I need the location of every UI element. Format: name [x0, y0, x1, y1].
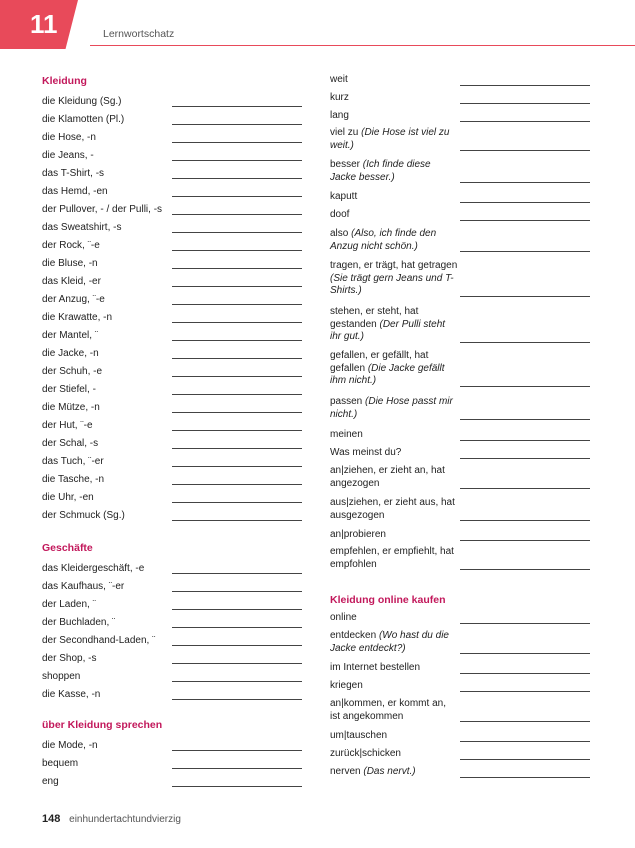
vocab-entry — [330, 465, 590, 490]
answer-line — [172, 304, 302, 305]
term-text: gefallen, er gefällt, hat gefallen — [330, 350, 429, 374]
vocab-entry — [330, 350, 590, 388]
vocab-entry — [42, 168, 302, 181]
vocab-term: der Pullover, - / der Pulli, -s — [42, 204, 163, 215]
vocab-entry — [42, 492, 302, 505]
vocab-term — [330, 350, 458, 388]
vocab-term — [330, 529, 458, 542]
answer-line — [460, 150, 590, 151]
vocab-term: der Schmuck (Sg.) — [42, 510, 125, 521]
term-text: Was meinst du? — [330, 447, 402, 458]
answer-line — [172, 520, 302, 521]
answer-line — [460, 623, 590, 624]
section-heading: über Kleidung sprechen — [42, 719, 163, 731]
vocab-term: die Klamotten (Pl.) — [42, 114, 125, 125]
vocab-entry — [330, 698, 590, 723]
vocab-term: die Hose, -n — [42, 132, 96, 143]
answer-line — [172, 573, 302, 574]
vocab-entry — [42, 776, 302, 789]
answer-line — [172, 412, 302, 413]
term-text: an|ziehen, er zieht an, hat angezogen — [330, 465, 445, 489]
vocab-term: die Uhr, -en — [42, 492, 94, 503]
vocab-term: eng — [42, 776, 59, 787]
answer-line — [172, 196, 302, 197]
vocab-term: der Mantel, ¨ — [42, 330, 99, 341]
term-text: stehen, er steht, hat gestanden — [330, 306, 419, 330]
vocab-term — [330, 730, 458, 743]
vocab-term: das Sweatshirt, -s — [42, 222, 122, 233]
answer-line — [172, 142, 302, 143]
answer-line — [460, 458, 590, 459]
answer-line — [460, 419, 590, 420]
answer-line — [460, 653, 590, 654]
example-sentence: (Das nervt.) — [363, 766, 416, 777]
vocab-term: das Kleidergeschäft, -e — [42, 563, 145, 574]
term-text: zurück|schicken — [330, 748, 401, 759]
answer-line — [172, 448, 302, 449]
vocab-term — [330, 191, 458, 204]
answer-line — [460, 540, 590, 541]
vocab-entry — [42, 474, 302, 487]
example-sentence: (Ich finde diese Jacke besser.) — [330, 159, 431, 183]
vocab-entry — [330, 766, 590, 779]
answer-line — [172, 178, 302, 179]
header-divider — [90, 45, 635, 46]
vocab-entry — [42, 420, 302, 433]
answer-line — [172, 286, 302, 287]
vocab-term: das T-Shirt, -s — [42, 168, 105, 179]
term-text: lang — [330, 110, 349, 121]
answer-line — [172, 322, 302, 323]
answer-line — [172, 394, 302, 395]
vocab-term — [330, 209, 458, 222]
vocab-term: die Krawatte, -n — [42, 312, 113, 323]
vocab-entry — [330, 546, 590, 571]
vocab-term: die Mütze, -n — [42, 402, 100, 413]
answer-line — [172, 502, 302, 503]
answer-line — [172, 232, 302, 233]
answer-line — [460, 440, 590, 441]
vocab-entry — [330, 630, 590, 655]
vocab-term — [330, 630, 458, 655]
vocab-term — [330, 465, 458, 490]
answer-line — [460, 691, 590, 692]
answer-line — [172, 430, 302, 431]
section-heading: Kleidung online kaufen — [330, 594, 446, 606]
term-text: entdecken — [330, 630, 379, 641]
answer-line — [172, 124, 302, 125]
answer-line — [460, 342, 590, 343]
answer-line — [460, 386, 590, 387]
vocab-entry — [330, 74, 590, 87]
answer-line — [460, 296, 590, 297]
vocab-entry — [42, 366, 302, 379]
page-footer — [42, 813, 181, 825]
vocab-entry — [42, 204, 302, 217]
vocab-term: der Hut, ¨-e — [42, 420, 93, 431]
vocab-entry — [330, 127, 590, 152]
answer-line — [172, 484, 302, 485]
term-text: kriegen — [330, 680, 363, 691]
vocab-term: der Secondhand-Laden, ¨ — [42, 635, 156, 646]
vocab-term — [330, 766, 458, 779]
vocab-entry — [42, 671, 302, 684]
vocab-entry — [330, 612, 590, 625]
vocab-entry — [330, 110, 590, 123]
vocab-term: der Schuh, -e — [42, 366, 103, 377]
vocab-entry — [42, 294, 302, 307]
vocab-term: der Anzug, ¨-e — [42, 294, 105, 305]
page-number: 148 — [42, 813, 61, 825]
term-text: passen — [330, 396, 366, 407]
answer-line — [460, 85, 590, 86]
term-text: tragen, er trägt, hat getragen — [330, 260, 458, 271]
answer-line — [172, 106, 302, 107]
vocab-term — [330, 159, 458, 184]
answer-line — [460, 202, 590, 203]
vocab-term: die Bluse, -n — [42, 258, 98, 269]
vocab-term — [330, 306, 458, 344]
vocab-entry — [42, 635, 302, 648]
vocab-term — [330, 429, 458, 442]
section-heading: Geschäfte — [42, 542, 93, 554]
vocab-entry — [330, 429, 590, 442]
vocab-term: das Kaufhaus, ¨-er — [42, 581, 125, 592]
vocab-entry — [42, 96, 302, 109]
answer-line — [460, 673, 590, 674]
term-text: online — [330, 612, 357, 623]
page-number-words: einhundertachtundvierzig — [69, 814, 181, 825]
vocab-entry — [42, 348, 302, 361]
vocab-term — [330, 110, 458, 123]
vocab-entry — [330, 730, 590, 743]
example-sentence: (Sie trägt gern Jeans und T-Shirts.) — [330, 272, 454, 296]
term-text: kurz — [330, 92, 349, 103]
vocab-entry — [42, 510, 302, 523]
answer-line — [460, 777, 590, 778]
vocab-entry — [330, 447, 590, 460]
vocab-term — [330, 546, 458, 571]
example-sentence: (Die Hose passt mir nicht.) — [330, 396, 453, 420]
vocab-entry — [42, 456, 302, 469]
answer-line — [460, 103, 590, 104]
answer-line — [460, 121, 590, 122]
answer-line — [172, 609, 302, 610]
vocab-entry — [42, 258, 302, 271]
vocab-term — [330, 698, 458, 723]
vocab-entry — [330, 306, 590, 344]
vocab-entry — [330, 529, 590, 542]
vocab-term — [330, 92, 458, 105]
page-title: Lernwortschatz — [103, 28, 175, 40]
vocab-entry — [42, 438, 302, 451]
vocab-term: das Hemd, -en — [42, 186, 108, 197]
term-text: aus|ziehen, er zieht aus, hat ausgezogen — [330, 497, 455, 521]
vocab-entry — [42, 132, 302, 145]
vocab-entry — [42, 617, 302, 630]
answer-line — [460, 741, 590, 742]
term-text: doof — [330, 209, 350, 220]
term-text: nerven — [330, 766, 364, 777]
vocab-term — [330, 680, 458, 693]
vocab-term: der Laden, ¨ — [42, 599, 96, 610]
vocab-entry — [42, 689, 302, 702]
vocab-term: bequem — [42, 758, 79, 769]
vocab-term — [330, 447, 458, 460]
vocab-term — [330, 260, 458, 298]
vocab-term: der Shop, -s — [42, 653, 97, 664]
answer-line — [460, 520, 590, 521]
vocab-term — [330, 497, 458, 522]
answer-line — [172, 214, 302, 215]
term-text: viel zu — [330, 127, 362, 138]
term-text: kaputt — [330, 191, 358, 202]
vocab-entry — [42, 312, 302, 325]
vocab-term: die Mode, -n — [42, 740, 98, 751]
term-text: meinen — [330, 429, 363, 440]
vocab-entry — [42, 276, 302, 289]
vocab-term: der Buchladen, ¨ — [42, 617, 116, 628]
answer-line — [460, 182, 590, 183]
vocab-entry — [42, 222, 302, 235]
section-heading: Kleidung — [42, 75, 87, 87]
vocab-entry — [330, 209, 590, 222]
answer-line — [172, 358, 302, 359]
answer-line — [172, 268, 302, 269]
answer-line — [172, 750, 302, 751]
vocab-entry — [330, 680, 590, 693]
answer-line — [172, 645, 302, 646]
answer-line — [172, 466, 302, 467]
vocab-term: der Stiefel, - — [42, 384, 96, 395]
vocab-entry — [42, 740, 302, 753]
example-sentence: (Die Jacke gefällt ihm nicht.) — [330, 362, 445, 386]
term-text: an|kommen, er kommt an, ist angekommen — [330, 698, 446, 722]
answer-line — [460, 251, 590, 252]
term-text: empfehlen, er empfiehlt, hat empfohlen — [330, 546, 454, 570]
answer-line — [460, 569, 590, 570]
term-text: im Internet bestellen — [330, 662, 421, 673]
vocab-term — [330, 748, 458, 761]
vocab-term: die Jacke, -n — [42, 348, 99, 359]
answer-line — [460, 721, 590, 722]
vocab-entry — [42, 599, 302, 612]
answer-line — [172, 786, 302, 787]
term-text: also — [330, 228, 352, 239]
vocab-term — [330, 396, 458, 421]
vocab-entry — [330, 159, 590, 184]
vocab-entry — [42, 150, 302, 163]
vocab-entry — [42, 563, 302, 576]
vocab-entry — [42, 758, 302, 771]
vocab-term: shoppen — [42, 671, 81, 682]
vocab-term — [330, 127, 458, 152]
answer-line — [172, 768, 302, 769]
vocab-entry — [42, 114, 302, 127]
answer-line — [172, 376, 302, 377]
vocab-term — [330, 228, 458, 253]
vocab-entry — [330, 191, 590, 204]
vocab-entry — [330, 748, 590, 761]
vocab-entry — [330, 662, 590, 675]
vocab-entry — [330, 92, 590, 105]
vocab-term — [330, 662, 458, 675]
answer-line — [172, 591, 302, 592]
vocab-term — [330, 74, 458, 87]
example-sentence: (Also, ich finde den Anzug nicht schön.) — [330, 228, 437, 252]
vocab-entry — [42, 402, 302, 415]
vocab-term: das Tuch, ¨-er — [42, 456, 104, 467]
answer-line — [172, 340, 302, 341]
vocab-entry — [42, 240, 302, 253]
answer-line — [460, 759, 590, 760]
vocab-term: die Kleidung (Sg.) — [42, 96, 122, 107]
vocab-entry — [42, 581, 302, 594]
answer-line — [460, 220, 590, 221]
vocab-term: der Schal, -s — [42, 438, 99, 449]
vocab-entry — [330, 497, 590, 522]
vocab-term: die Jeans, - — [42, 150, 94, 161]
answer-line — [172, 681, 302, 682]
vocab-entry — [42, 186, 302, 199]
answer-line — [460, 488, 590, 489]
answer-line — [172, 699, 302, 700]
term-text: um|tauschen — [330, 730, 388, 741]
answer-line — [172, 627, 302, 628]
vocab-term: die Kasse, -n — [42, 689, 101, 700]
answer-line — [172, 663, 302, 664]
answer-line — [172, 250, 302, 251]
vocab-term: das Kleid, -er — [42, 276, 101, 287]
vocab-entry — [42, 330, 302, 343]
term-text: an|probieren — [330, 529, 386, 540]
vocab-entry — [330, 260, 590, 298]
vocab-entry — [330, 228, 590, 253]
example-sentence: (Die Hose ist viel zu weit.) — [330, 127, 450, 151]
chapter-number: 11 — [30, 9, 58, 39]
example-sentence: (Wo hast du die Jacke entdeckt?) — [330, 630, 449, 654]
term-text: besser — [330, 159, 363, 170]
vocab-entry — [42, 384, 302, 397]
vocab-entry — [42, 653, 302, 666]
answer-line — [172, 160, 302, 161]
term-text: weit — [330, 74, 348, 85]
vocab-term: der Rock, ¨-e — [42, 240, 100, 251]
vocab-term: die Tasche, -n — [42, 474, 105, 485]
vocab-entry — [330, 396, 590, 421]
example-sentence: (Der Pulli steht ihr gut.) — [330, 318, 446, 342]
vocab-term — [330, 612, 458, 625]
